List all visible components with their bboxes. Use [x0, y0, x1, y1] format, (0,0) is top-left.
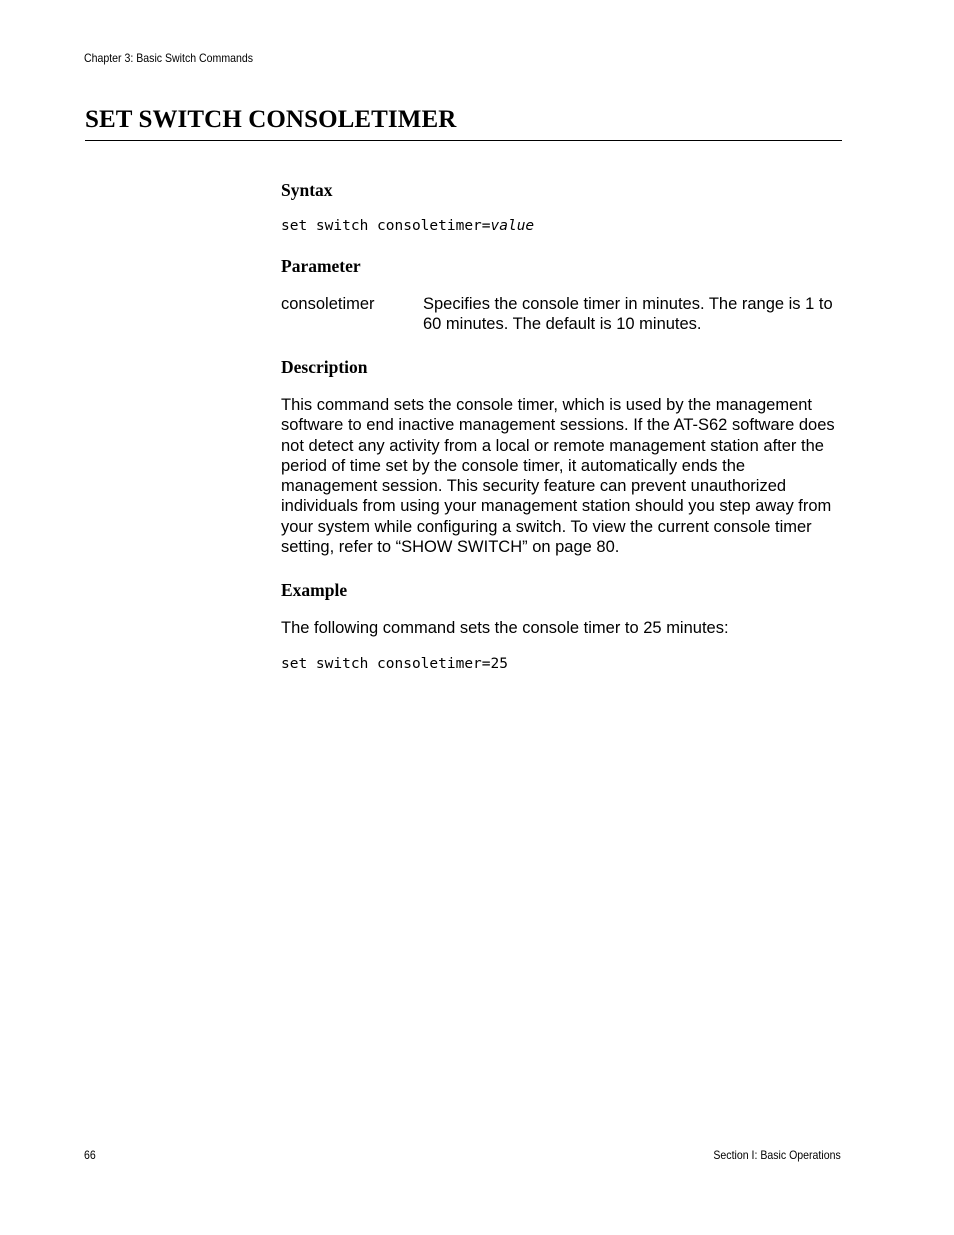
syntax-command-text: set switch consoletimer= [281, 218, 491, 234]
example-text: The following command sets the console timer to 25 minutes: [281, 619, 729, 637]
running-header: Chapter 3: Basic Switch Commands [84, 51, 254, 65]
example-command: set switch consoletimer=25 [281, 656, 508, 672]
example-heading: Example [281, 580, 348, 600]
description-heading: Description [281, 357, 368, 377]
syntax-variable: value [490, 218, 535, 234]
parameter-name: consoletimer [281, 295, 375, 313]
description-text: This command sets the console timer, which is used by the management software to end inactive management sessions. If the AT-S62 software does not detect any activity from a local or remote management station after the period of time set by the console timer, it automatically ends the management session. This security feature can prevent unauthorized individuals from using your management station should you step away from your system while configuring a switch. To view the current console timer setting, refer to “SHOW SWITCH” on page 80. [281, 396, 835, 557]
running-footer: Section I: Basic Operations [713, 1148, 841, 1162]
syntax-command [281, 218, 534, 234]
syntax-heading: Syntax [281, 180, 333, 200]
parameter-heading: Parameter [281, 256, 361, 276]
title-rule [85, 140, 842, 141]
page-title: SET SWITCH CONSOLETIMER [85, 106, 457, 133]
page-number: 66 [84, 1148, 96, 1162]
parameter-description: Specifies the console timer in minutes. The range is 1 to 60 minutes. The default is 10 minutes. [423, 295, 833, 334]
